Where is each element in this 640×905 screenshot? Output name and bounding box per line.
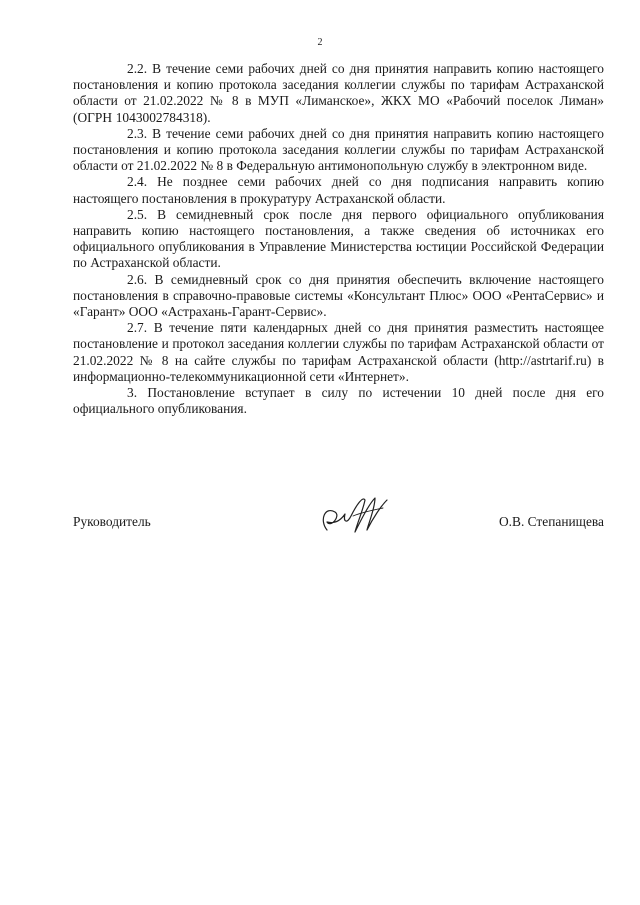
paragraph-3: 3. Постановление вступает в силу по истечении 10 дней после дня его официального опубликования.	[73, 385, 604, 417]
handwritten-signature	[313, 490, 399, 538]
page-number: 2	[317, 37, 323, 48]
signatory-name: О.В. Степанищева	[499, 514, 604, 529]
paragraph-2-3: 2.3. В течение семи рабочих дней со дня принятия направить копию настоящего постановления и копию протокола заседания коллегии службы по тарифам Астраханской области от 21.02.2022 № 8 в Федеральную антимонопольную службу в электронном виде.	[73, 125, 604, 174]
signatory-title: Руководитель	[73, 514, 151, 529]
paragraph-2-2: 2.2. В течение семи рабочих дней со дня принятия направить копию настоящего постановления и копию протокола заседания коллегии службы по тарифам Астраханской области от 21.02.2022 № 8 в МУП «Лиманское», ЖКХ МО «Рабочий поселок Лиман» (ОГРН 1043002784318).	[73, 61, 604, 125]
paragraph-2-7: 2.7. В течение пяти календарных дней со дня принятия разместить настоящее постановление и протокол заседания коллегии службы по тарифам Астраханской области от 21.02.2022 № 8 на сайте службы по тарифам Астраханской области (http://astrtarif.ru) в информационно-телекоммуникационной сети «Интернет».	[73, 320, 604, 384]
signature-block	[73, 490, 604, 550]
paragraph-2-4: 2.4. Не позднее семи рабочих дней со дня подписания направить копию настоящего постановления в прокуратуру Астраханской области.	[73, 174, 604, 206]
paragraph-2-5: 2.5. В семидневный срок после дня первого официального опубликования направить копию настоящего постановления, а также сведения об источниках его официального опубликования в Управление Министерства юстиции Российской Федерации по Астраханской области.	[73, 206, 604, 271]
document-body	[73, 61, 604, 417]
paragraph-2-6: 2.6. В семидневный срок со дня принятия обеспечить включение настоящего постановления в справочно-правовые системы «Консультант Плюс» ООО «РентаСервис» и «Гарант» ООО «Астрахань-Гарант-Сервис».	[73, 271, 604, 320]
